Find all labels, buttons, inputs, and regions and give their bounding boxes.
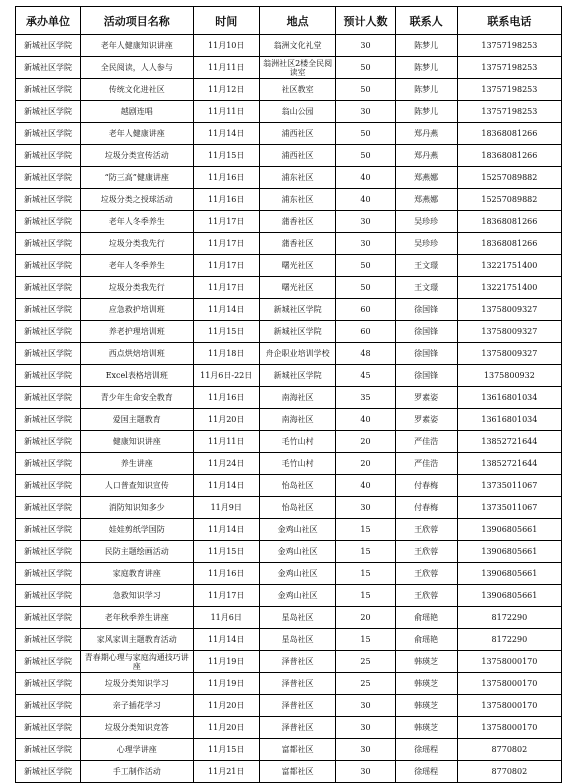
cell-headcount: 30 — [336, 497, 395, 519]
activity-table — [15, 6, 562, 783]
cell-time: 11月16日 — [193, 387, 259, 409]
cell-location: 南海社区 — [259, 409, 336, 431]
cell-contact: 徐瑶程 — [395, 739, 457, 761]
cell-contact: 付春梅 — [395, 475, 457, 497]
cell-organizer: 新城社区学院 — [16, 145, 81, 167]
cell-organizer: 新城社区学院 — [16, 211, 81, 233]
cell-headcount: 50 — [336, 277, 395, 299]
cell-contact: 韩瑛芝 — [395, 717, 457, 739]
cell-headcount: 40 — [336, 167, 395, 189]
header-contact: 联系人 — [395, 7, 457, 35]
cell-activity: 娃娃剪纸学国防 — [80, 519, 193, 541]
cell-headcount: 20 — [336, 453, 395, 475]
cell-contact: 罗素姿 — [395, 387, 457, 409]
cell-headcount: 30 — [336, 695, 395, 717]
cell-phone: 13852721644 — [457, 431, 561, 453]
cell-headcount: 60 — [336, 299, 395, 321]
cell-time: 11月15日 — [193, 321, 259, 343]
table-row — [16, 607, 562, 629]
cell-headcount: 60 — [336, 321, 395, 343]
cell-location: 星岛社区 — [259, 629, 336, 651]
cell-headcount: 50 — [336, 145, 395, 167]
cell-contact: 韩瑛芝 — [395, 651, 457, 673]
cell-location: 新城社区学院 — [259, 299, 336, 321]
cell-headcount: 15 — [336, 585, 395, 607]
header-phone: 联系电话 — [457, 7, 561, 35]
cell-organizer: 新城社区学院 — [16, 189, 81, 211]
cell-headcount: 40 — [336, 189, 395, 211]
cell-location: 浦西社区 — [259, 145, 336, 167]
cell-phone: 13757198253 — [457, 35, 561, 57]
cell-time: 11月11日 — [193, 101, 259, 123]
cell-activity: 垃圾分类之授球活动 — [80, 189, 193, 211]
cell-phone: 13757198253 — [457, 101, 561, 123]
cell-contact: 徐国锋 — [395, 343, 457, 365]
cell-time: 11月10日 — [193, 35, 259, 57]
cell-phone: 18368081266 — [457, 123, 561, 145]
cell-activity: 越剧连唱 — [80, 101, 193, 123]
cell-time: 11月16日 — [193, 189, 259, 211]
cell-time: 11月15日 — [193, 739, 259, 761]
cell-headcount: 30 — [336, 35, 395, 57]
cell-organizer: 新城社区学院 — [16, 299, 81, 321]
cell-activity: 家风家训主题教育活动 — [80, 629, 193, 651]
table-row — [16, 629, 562, 651]
cell-contact: 王欣蓉 — [395, 585, 457, 607]
cell-activity: 急救知识学习 — [80, 585, 193, 607]
cell-contact: 韩瑛芝 — [395, 673, 457, 695]
cell-time: 11月14日 — [193, 629, 259, 651]
cell-organizer: 新城社区学院 — [16, 475, 81, 497]
cell-organizer: 新城社区学院 — [16, 255, 81, 277]
cell-phone: 13735011067 — [457, 475, 561, 497]
cell-organizer: 新城社区学院 — [16, 321, 81, 343]
cell-location: 毛竹山村 — [259, 453, 336, 475]
cell-activity: 爱国主题教育 — [80, 409, 193, 431]
cell-contact: 俞瑶艳 — [395, 629, 457, 651]
cell-headcount: 50 — [336, 255, 395, 277]
cell-headcount: 15 — [336, 629, 395, 651]
cell-contact: 徐国锋 — [395, 365, 457, 387]
cell-location: 毛竹山村 — [259, 431, 336, 453]
cell-activity: 手工制作活动 — [80, 761, 193, 783]
cell-organizer: 新城社区学院 — [16, 387, 81, 409]
cell-location: 金鸡山社区 — [259, 519, 336, 541]
table-row — [16, 453, 562, 475]
cell-location: 舟企职业培训学校 — [259, 343, 336, 365]
cell-time: 11月24日 — [193, 453, 259, 475]
cell-phone: 1375800932 — [457, 365, 561, 387]
cell-contact: 严佳浩 — [395, 453, 457, 475]
table-row — [16, 739, 562, 761]
table-row — [16, 57, 562, 79]
cell-time: 11月11日 — [193, 431, 259, 453]
cell-location: 富都社区 — [259, 739, 336, 761]
cell-activity: 应急救护培训班 — [80, 299, 193, 321]
cell-activity: 垃圾分类我先行 — [80, 277, 193, 299]
cell-phone: 13758000170 — [457, 651, 561, 673]
cell-organizer: 新城社区学院 — [16, 277, 81, 299]
cell-organizer: 新城社区学院 — [16, 695, 81, 717]
cell-organizer: 新城社区学院 — [16, 519, 81, 541]
cell-activity: 青少年生命安全教育 — [80, 387, 193, 409]
table-row — [16, 541, 562, 563]
table-row — [16, 123, 562, 145]
cell-headcount: 50 — [336, 79, 395, 101]
cell-contact: 陈梦儿 — [395, 101, 457, 123]
cell-phone: 13758000170 — [457, 673, 561, 695]
cell-activity: 养生讲座 — [80, 453, 193, 475]
cell-time: 11月21日 — [193, 761, 259, 783]
cell-location: 曙光社区 — [259, 277, 336, 299]
table-body — [16, 35, 562, 783]
cell-activity: 垃圾分类我先行 — [80, 233, 193, 255]
cell-activity: 老年人冬季养生 — [80, 211, 193, 233]
cell-location: 曙光社区 — [259, 255, 336, 277]
cell-headcount: 15 — [336, 541, 395, 563]
cell-contact: 严佳浩 — [395, 431, 457, 453]
cell-organizer: 新城社区学院 — [16, 57, 81, 79]
cell-organizer: 新城社区学院 — [16, 123, 81, 145]
cell-time: 11月12日 — [193, 79, 259, 101]
cell-time: 11月19日 — [193, 673, 259, 695]
cell-time: 11月20日 — [193, 409, 259, 431]
cell-organizer: 新城社区学院 — [16, 673, 81, 695]
cell-organizer: 新城社区学院 — [16, 607, 81, 629]
cell-activity: 心理学讲座 — [80, 739, 193, 761]
cell-contact: 韩瑛芝 — [395, 695, 457, 717]
cell-phone: 13906805661 — [457, 563, 561, 585]
cell-activity: 垃圾分类知识竞答 — [80, 717, 193, 739]
cell-phone: 13906805661 — [457, 519, 561, 541]
cell-location: 泽普社区 — [259, 651, 336, 673]
cell-phone: 13906805661 — [457, 541, 561, 563]
cell-phone: 18368081266 — [457, 233, 561, 255]
cell-location: 金鸡山社区 — [259, 585, 336, 607]
cell-time: 11月17日 — [193, 211, 259, 233]
cell-contact: 郑燕娜 — [395, 167, 457, 189]
cell-location: 新城社区学院 — [259, 365, 336, 387]
cell-headcount: 50 — [336, 123, 395, 145]
cell-organizer: 新城社区学院 — [16, 717, 81, 739]
cell-phone: 13906805661 — [457, 585, 561, 607]
cell-contact: 王欣蓉 — [395, 519, 457, 541]
cell-time: 11月9日 — [193, 497, 259, 519]
cell-time: 11月16日 — [193, 563, 259, 585]
cell-headcount: 30 — [336, 101, 395, 123]
cell-headcount: 30 — [336, 739, 395, 761]
cell-activity: Excel表格培训班 — [80, 365, 193, 387]
cell-phone: 8770802 — [457, 761, 561, 783]
cell-location: 泽普社区 — [259, 673, 336, 695]
cell-location: 星岛社区 — [259, 607, 336, 629]
cell-contact: 陈梦儿 — [395, 57, 457, 79]
cell-organizer: 新城社区学院 — [16, 431, 81, 453]
cell-location: 新城社区学院 — [259, 321, 336, 343]
cell-contact: 王欣蓉 — [395, 541, 457, 563]
cell-organizer: 新城社区学院 — [16, 739, 81, 761]
cell-headcount: 25 — [336, 651, 395, 673]
cell-time: 11月14日 — [193, 123, 259, 145]
cell-headcount: 48 — [336, 343, 395, 365]
cell-headcount: 15 — [336, 563, 395, 585]
cell-time: 11月17日 — [193, 255, 259, 277]
cell-activity: 家庭教育讲座 — [80, 563, 193, 585]
cell-phone: 13221751400 — [457, 255, 561, 277]
cell-organizer: 新城社区学院 — [16, 541, 81, 563]
cell-activity: 全民阅读，人人参与 — [80, 57, 193, 79]
cell-contact: 徐国锋 — [395, 321, 457, 343]
cell-organizer: 新城社区学院 — [16, 35, 81, 57]
cell-time: 11月19日 — [193, 651, 259, 673]
cell-phone: 13757198253 — [457, 79, 561, 101]
cell-location: 蒲香社区 — [259, 233, 336, 255]
cell-organizer: 新城社区学院 — [16, 585, 81, 607]
cell-phone: 13758009327 — [457, 321, 561, 343]
cell-phone: 15257089882 — [457, 189, 561, 211]
cell-location: 社区教室 — [259, 79, 336, 101]
cell-phone: 13758009327 — [457, 343, 561, 365]
table-row — [16, 79, 562, 101]
cell-organizer: 新城社区学院 — [16, 761, 81, 783]
cell-contact: 吴珍珍 — [395, 211, 457, 233]
table-row — [16, 475, 562, 497]
table-row — [16, 497, 562, 519]
cell-activity: “防三高”健康讲座 — [80, 167, 193, 189]
cell-phone: 13616801034 — [457, 387, 561, 409]
cell-location: 翁洲文化礼堂 — [259, 35, 336, 57]
table-row — [16, 35, 562, 57]
table-row — [16, 695, 562, 717]
cell-organizer: 新城社区学院 — [16, 497, 81, 519]
cell-activity: 青春期心理与家庭沟通技巧讲座 — [80, 651, 193, 673]
header-time: 时间 — [193, 7, 259, 35]
table-row — [16, 563, 562, 585]
cell-location: 浦东社区 — [259, 189, 336, 211]
cell-phone: 8172290 — [457, 607, 561, 629]
cell-location: 怡岛社区 — [259, 497, 336, 519]
cell-location: 南海社区 — [259, 387, 336, 409]
cell-organizer: 新城社区学院 — [16, 651, 81, 673]
cell-organizer: 新城社区学院 — [16, 233, 81, 255]
cell-time: 11月15日 — [193, 145, 259, 167]
cell-time: 11月17日 — [193, 233, 259, 255]
table-row — [16, 145, 562, 167]
cell-headcount: 25 — [336, 673, 395, 695]
cell-phone: 8770802 — [457, 739, 561, 761]
cell-headcount: 20 — [336, 607, 395, 629]
cell-contact: 陈梦儿 — [395, 35, 457, 57]
cell-organizer: 新城社区学院 — [16, 343, 81, 365]
cell-contact: 陈梦儿 — [395, 79, 457, 101]
cell-activity: 垃圾分类知识学习 — [80, 673, 193, 695]
table-row — [16, 519, 562, 541]
cell-headcount: 45 — [336, 365, 395, 387]
cell-contact: 王文璟 — [395, 277, 457, 299]
table-row — [16, 255, 562, 277]
cell-time: 11月20日 — [193, 695, 259, 717]
cell-phone: 13221751400 — [457, 277, 561, 299]
cell-time: 11月18日 — [193, 343, 259, 365]
table-row — [16, 211, 562, 233]
cell-time: 11月17日 — [193, 277, 259, 299]
cell-phone: 13757198253 — [457, 57, 561, 79]
table-row — [16, 343, 562, 365]
header-location: 地点 — [259, 7, 336, 35]
header-activity: 活动项目名称 — [80, 7, 193, 35]
cell-activity: 垃圾分类宣传活动 — [80, 145, 193, 167]
cell-time: 11月16日 — [193, 167, 259, 189]
cell-organizer: 新城社区学院 — [16, 409, 81, 431]
cell-time: 11月14日 — [193, 519, 259, 541]
cell-contact: 付春梅 — [395, 497, 457, 519]
cell-phone: 8172290 — [457, 629, 561, 651]
cell-location: 泽普社区 — [259, 717, 336, 739]
cell-location: 蒲香社区 — [259, 211, 336, 233]
cell-phone: 13758000170 — [457, 695, 561, 717]
table-row — [16, 167, 562, 189]
cell-phone: 13758000170 — [457, 717, 561, 739]
cell-location: 富都社区 — [259, 761, 336, 783]
table-row — [16, 321, 562, 343]
cell-contact: 徐瑶程 — [395, 761, 457, 783]
cell-time: 11月14日 — [193, 299, 259, 321]
cell-activity: 老年秋季养生讲座 — [80, 607, 193, 629]
table-row — [16, 299, 562, 321]
cell-activity: 民防主题绘画活动 — [80, 541, 193, 563]
cell-headcount: 30 — [336, 717, 395, 739]
cell-contact: 郑丹燕 — [395, 145, 457, 167]
cell-phone: 13758009327 — [457, 299, 561, 321]
cell-headcount: 20 — [336, 431, 395, 453]
cell-location: 金鸡山社区 — [259, 541, 336, 563]
cell-phone: 18368081266 — [457, 145, 561, 167]
cell-time: 11月6日 — [193, 607, 259, 629]
cell-time: 11月6日-22日 — [193, 365, 259, 387]
cell-contact: 王文璟 — [395, 255, 457, 277]
table-row — [16, 717, 562, 739]
header-headcount: 预计人数 — [336, 7, 395, 35]
table-row — [16, 409, 562, 431]
cell-activity: 老年人健康讲座 — [80, 123, 193, 145]
cell-contact: 吴珍珍 — [395, 233, 457, 255]
cell-phone: 15257089882 — [457, 167, 561, 189]
cell-activity: 亲子插花学习 — [80, 695, 193, 717]
cell-activity: 传统文化进社区 — [80, 79, 193, 101]
cell-activity: 西点烘焙培训班 — [80, 343, 193, 365]
cell-phone: 13616801034 — [457, 409, 561, 431]
table-row — [16, 189, 562, 211]
cell-headcount: 40 — [336, 409, 395, 431]
cell-headcount: 15 — [336, 519, 395, 541]
cell-time: 11月20日 — [193, 717, 259, 739]
table-row — [16, 101, 562, 123]
cell-location: 金鸡山社区 — [259, 563, 336, 585]
table-row — [16, 585, 562, 607]
cell-activity: 养老护理培训班 — [80, 321, 193, 343]
cell-activity: 老年人健康知识讲座 — [80, 35, 193, 57]
cell-organizer: 新城社区学院 — [16, 365, 81, 387]
cell-organizer: 新城社区学院 — [16, 167, 81, 189]
cell-location: 泽普社区 — [259, 695, 336, 717]
cell-activity: 健康知识讲座 — [80, 431, 193, 453]
cell-contact: 郑燕娜 — [395, 189, 457, 211]
cell-contact: 徐国锋 — [395, 299, 457, 321]
table-row — [16, 761, 562, 783]
cell-phone: 13735011067 — [457, 497, 561, 519]
cell-organizer: 新城社区学院 — [16, 101, 81, 123]
table-row — [16, 233, 562, 255]
table-row — [16, 387, 562, 409]
header-row — [16, 7, 562, 35]
table-row — [16, 431, 562, 453]
cell-organizer: 新城社区学院 — [16, 79, 81, 101]
cell-phone: 18368081266 — [457, 211, 561, 233]
cell-headcount: 50 — [336, 57, 395, 79]
cell-headcount: 35 — [336, 387, 395, 409]
cell-activity: 消防知识知多少 — [80, 497, 193, 519]
cell-organizer: 新城社区学院 — [16, 563, 81, 585]
cell-time: 11月11日 — [193, 57, 259, 79]
cell-time: 11月17日 — [193, 585, 259, 607]
cell-time: 11月14日 — [193, 475, 259, 497]
cell-location: 浦西社区 — [259, 123, 336, 145]
cell-headcount: 30 — [336, 211, 395, 233]
cell-location: 怡岛社区 — [259, 475, 336, 497]
cell-location: 翁山公园 — [259, 101, 336, 123]
cell-activity: 老年人冬季养生 — [80, 255, 193, 277]
cell-time: 11月15日 — [193, 541, 259, 563]
cell-activity: 人口普查知识宣传 — [80, 475, 193, 497]
cell-location: 浦东社区 — [259, 167, 336, 189]
cell-organizer: 新城社区学院 — [16, 453, 81, 475]
header-organizer: 承办单位 — [16, 7, 81, 35]
cell-headcount: 40 — [336, 475, 395, 497]
cell-contact: 郑丹燕 — [395, 123, 457, 145]
table-row — [16, 651, 562, 673]
cell-headcount: 30 — [336, 761, 395, 783]
cell-organizer: 新城社区学院 — [16, 629, 81, 651]
table-row — [16, 277, 562, 299]
cell-phone: 13852721644 — [457, 453, 561, 475]
cell-location: 翁洲社区2楼全民阅读室 — [259, 57, 336, 79]
cell-headcount: 30 — [336, 233, 395, 255]
cell-contact: 罗素姿 — [395, 409, 457, 431]
cell-contact: 俞瑶艳 — [395, 607, 457, 629]
table-row — [16, 673, 562, 695]
cell-contact: 王欣蓉 — [395, 563, 457, 585]
table-row — [16, 365, 562, 387]
